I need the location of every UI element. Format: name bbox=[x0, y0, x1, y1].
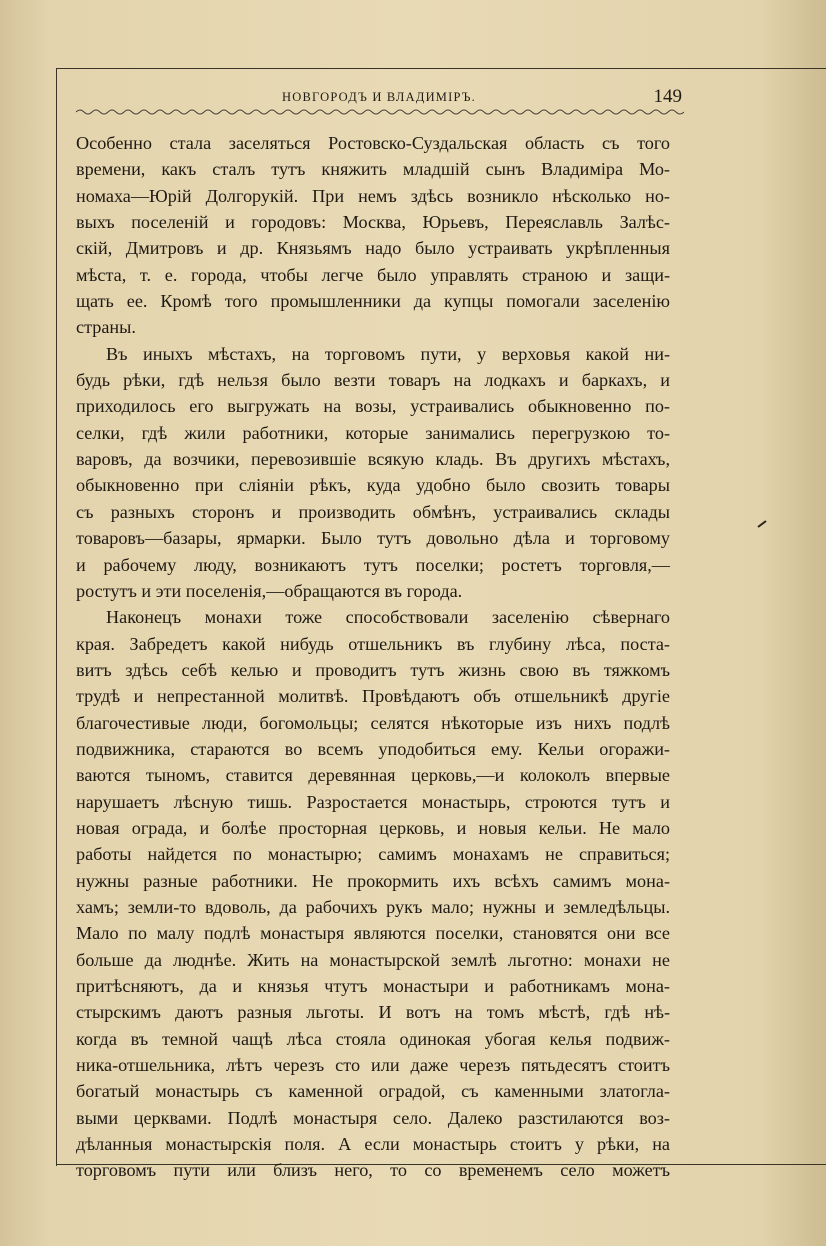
text-line: времени, какъ сталъ тутъ княжить младшій сынъ Владиміра Мо- bbox=[76, 159, 670, 180]
text-line: подвижника, стараются во всемъ уподобиться ему. Кельи огоражи- bbox=[76, 738, 670, 759]
text-line: приходилось его выгружать на возы, устраивались обыкновенно по- bbox=[76, 396, 670, 417]
ink-speck bbox=[756, 518, 768, 530]
text-line: мѣста, т. е. города, чтобы легче было управлять страною и защи- bbox=[76, 264, 670, 285]
text-line: обыкновенно при сліяніи рѣкъ, куда удобно было свозить товары bbox=[76, 475, 670, 496]
body-text bbox=[76, 130, 670, 1184]
text-line: дѣланныя монастырскія поля. А если монастырь стоитъ у рѣки, на bbox=[76, 1134, 670, 1155]
text-line: съ разныхъ сторонъ и производить обмѣнъ, устраивались склады bbox=[76, 501, 670, 522]
text-line: выхъ поселеній и городовъ: Москва, Юрьевъ, Переяславль Залѣс- bbox=[76, 212, 670, 233]
text-line: нужны разные работники. Не прокормить ихъ всѣхъ самимъ мона- bbox=[76, 870, 670, 891]
text-line: Въ иныхъ мѣстахъ, на торговомъ пути, у верховья какой ни- bbox=[106, 343, 670, 364]
running-title: НОВГОРОДЪ И ВЛАДИМІРЪ. bbox=[282, 90, 476, 104]
text-line: новая ограда, и болѣе просторная церковь, и новыя кельи. Не мало bbox=[76, 817, 670, 838]
text-line: стырскимъ даютъ разныя льготы. И вотъ на томъ мѣстѣ, гдѣ нѣ- bbox=[76, 1002, 670, 1023]
text-line: края. Забредетъ какой нибудь отшельникъ въ глубину лѣса, поста- bbox=[76, 633, 670, 654]
text-line: товаровъ—базары, ярмарки. Было тутъ довольно дѣла и торговому bbox=[76, 528, 670, 549]
text-line: хамъ; земли-то вдоволь, да рабочихъ рукъ мало; нужны и земледѣльцы. bbox=[76, 896, 670, 917]
text-line: номаха—Юрій Долгорукій. При немъ здѣсь возникло нѣсколько но- bbox=[76, 185, 670, 206]
text-line: ваются тыномъ, ставится деревянная церковь,—и колоколъ впервые bbox=[76, 765, 670, 786]
text-line: благочестивые люди, богомольцы; селятся нѣкоторые изъ нихъ подлѣ bbox=[76, 712, 670, 733]
text-line: витъ здѣсь себѣ келью и проводитъ тутъ жизнь свою въ тяжкомъ bbox=[76, 659, 670, 680]
frame-top-rule bbox=[56, 68, 826, 69]
text-line: селки, гдѣ жили работники, которые занимались перегрузкою то- bbox=[76, 422, 670, 443]
text-line: щать ее. Кромѣ того промышленники да купцы помогали заселенію bbox=[76, 291, 670, 312]
text-line: страны. bbox=[76, 317, 136, 338]
text-line: ника-отшельника, лѣтъ черезъ сто или даже черезъ пятьдесятъ стоитъ bbox=[76, 1055, 670, 1076]
text-line: Особенно стала заселяться Ростовско-Суздальская область съ того bbox=[76, 133, 670, 153]
text-line: торговомъ пути или близъ него, то со временемъ село можетъ bbox=[76, 1160, 670, 1181]
text-line: будь рѣки, гдѣ нельзя было везти товаръ на лодкахъ и баркахъ, и bbox=[76, 370, 670, 391]
page-number: 149 bbox=[653, 86, 682, 107]
text-line: выми церквами. Подлѣ монастыря село. Далеко разстилаются воз- bbox=[76, 1107, 670, 1128]
text-line: работы найдется по монастырю; самимъ монахамъ не справиться; bbox=[76, 844, 670, 865]
wavy-rule-ornament bbox=[76, 106, 684, 116]
text-line: Наконецъ монахи тоже способствовали заселенію сѣвернаго bbox=[106, 607, 670, 628]
text-line: богатый монастырь съ каменной оградой, съ каменными златогла- bbox=[76, 1081, 670, 1102]
text-line: когда въ темной чащѣ лѣса стояла одинокая убогая келья подвиж- bbox=[76, 1028, 670, 1049]
text-line: варовъ, да возчики, перевозившіе всякую кладь. Въ другихъ мѣстахъ, bbox=[76, 449, 670, 470]
text-line: Мало по малу подлѣ монастыря являются поселки, становятся они все bbox=[76, 923, 670, 944]
text-line: нарушаетъ лѣсную тишь. Разростается монастырь, строются тутъ и bbox=[76, 791, 670, 812]
text-line: скій, Дмитровъ и др. Князьямъ надо было устраивать укрѣпленныя bbox=[76, 238, 670, 259]
text-line: трудѣ и непрестанной молитвѣ. Провѣдаютъ объ отшельникѣ другіе bbox=[76, 686, 670, 707]
text-line: и рабочему люду, возникаютъ тутъ поселки; ростетъ торговля,— bbox=[76, 554, 670, 575]
text-line: ростутъ и эти поселенія,—обращаются въ города. bbox=[76, 580, 463, 601]
text-line: больше да люднѣе. Жить на монастырской землѣ льготно: монахи не bbox=[76, 949, 670, 970]
frame-left-rule bbox=[56, 68, 57, 1166]
text-line: притѣсняютъ, да и князья чтутъ монастыри и работникамъ мона- bbox=[76, 976, 670, 996]
